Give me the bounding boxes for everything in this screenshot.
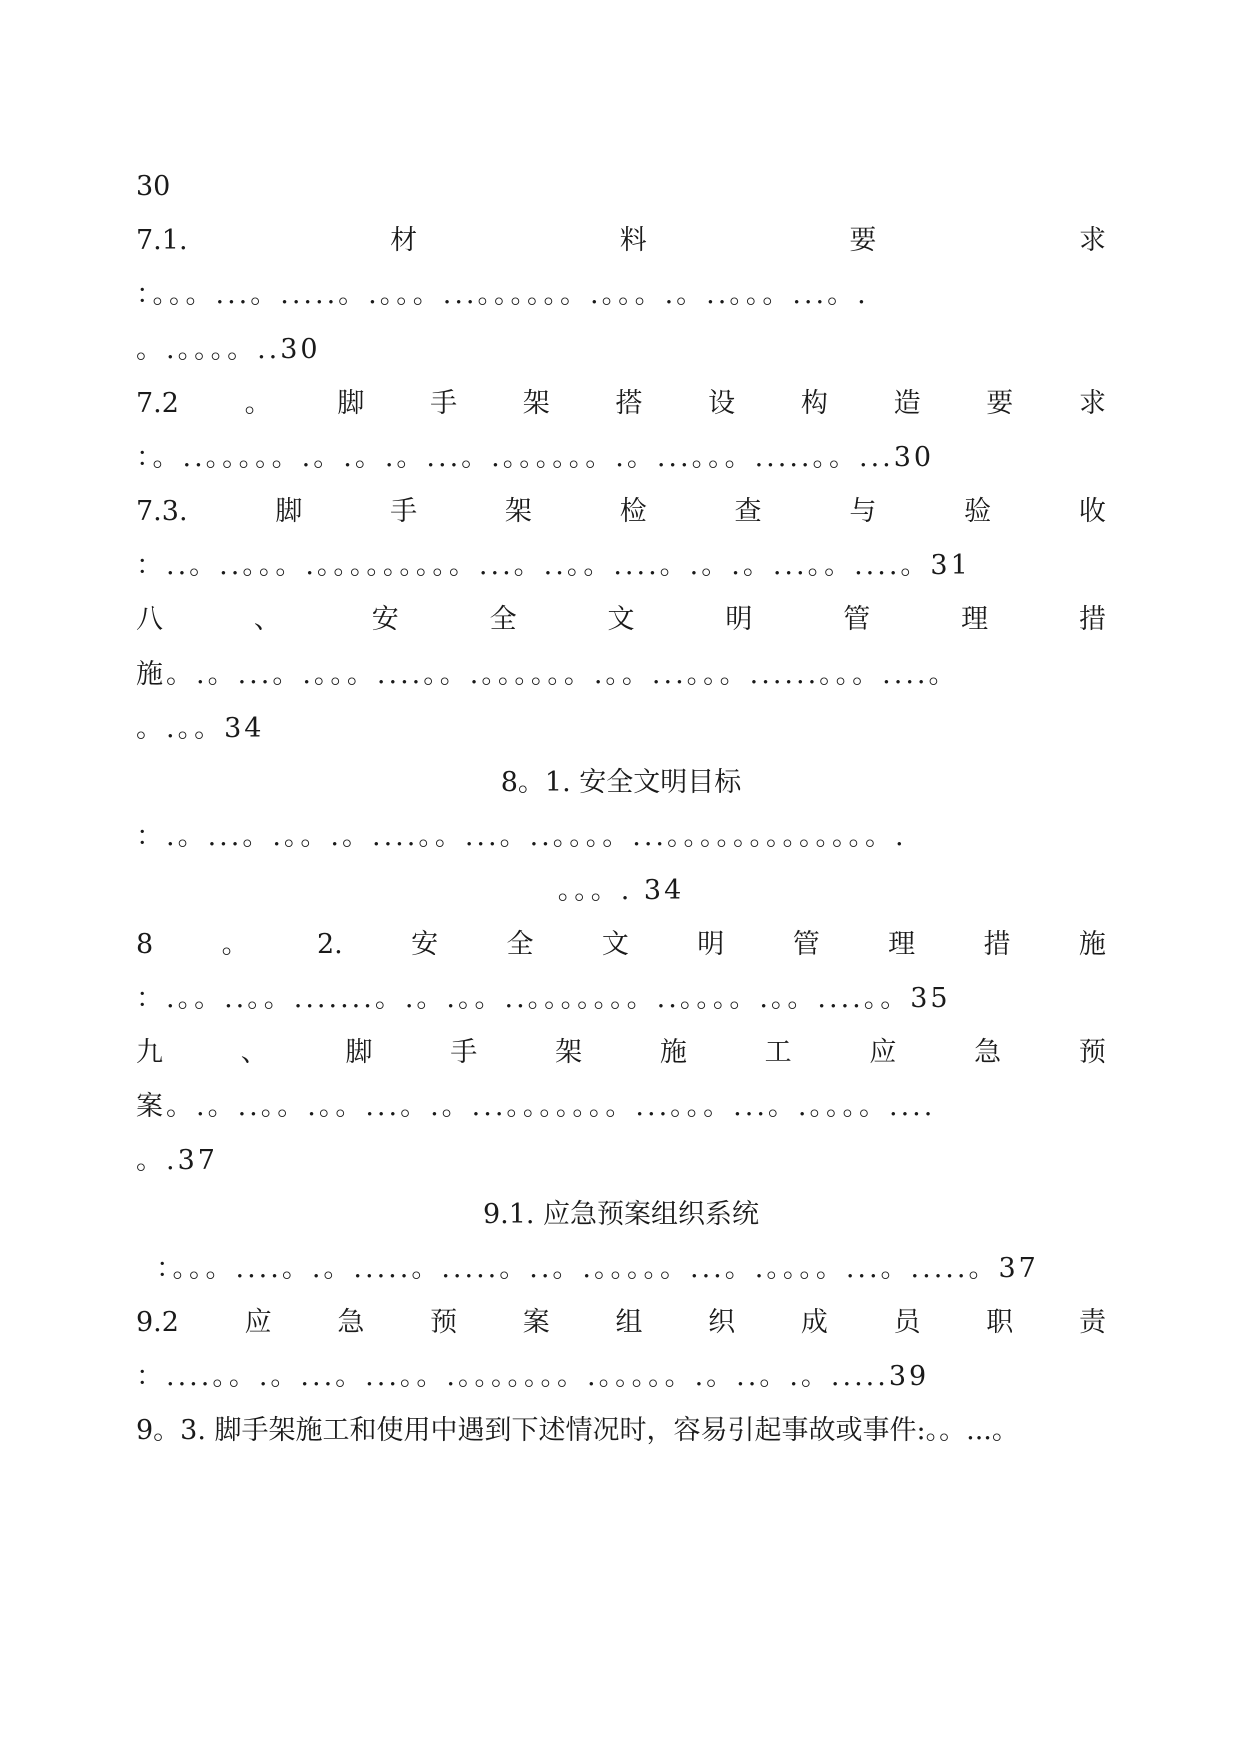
toc-text: 9.2 [136, 1307, 179, 1338]
toc-text: 检 [619, 496, 647, 527]
toc-text: 急 [974, 1037, 1002, 1068]
toc-text: 施 [1078, 929, 1106, 960]
toc-text: 手 [390, 496, 418, 527]
toc-leader-dots-page: 。.。。。。..30 [136, 334, 321, 365]
toc-text: 7.3. [136, 496, 188, 527]
toc-text: 8 [136, 929, 154, 960]
toc-text: 与 [849, 496, 877, 527]
toc-entry-9-1-title: 9.1. 应急预案组织系统 [482, 1199, 760, 1230]
toc-text: 要 [986, 388, 1014, 419]
toc-text: 施 [659, 1037, 687, 1068]
toc-text: 急 [337, 1307, 365, 1338]
toc-leader-dots-page: ：....。。.。...。...。。.。。。。。。。.。。。。。.。..。.。.....39 [136, 1361, 930, 1392]
toc-text: 构 [800, 388, 828, 419]
toc-entry-8-2-title [136, 925, 1106, 965]
toc-leader-dots-page: 。.37 [136, 1145, 218, 1176]
toc-entry-8-1-title: 8。1. 安全文明目标 [500, 767, 742, 798]
toc-text: 脚 [345, 1037, 373, 1068]
toc-text: 组 [615, 1307, 643, 1338]
toc-text: 架 [555, 1037, 583, 1068]
toc-text: 设 [708, 388, 736, 419]
toc-text: 员 [893, 1307, 921, 1338]
toc-leader-dots-page: ：..。..。。。.。。。。。。。。。...。..。。....。.。.。...。。....。31 [136, 550, 971, 581]
toc-entry-7-1-title [136, 221, 1106, 261]
toc-text: 应 [869, 1037, 897, 1068]
toc-text: 措 [983, 929, 1011, 960]
toc-leader-dots: ：.。...。.。。.。....。。...。..。。。。...。。。。。。。。。。。。。. [136, 821, 907, 852]
toc-text: 料 [619, 225, 647, 256]
toc-text: 文 [601, 929, 629, 960]
toc-entry-8-title [136, 600, 1106, 640]
toc-text: 八 [136, 604, 163, 635]
toc-text: 理 [888, 929, 916, 960]
toc-text: 搭 [615, 388, 643, 419]
toc-text: 职 [986, 1307, 1014, 1338]
toc-text: 手 [450, 1037, 478, 1068]
toc-text: 理 [961, 604, 989, 635]
toc-page-number: 30 [136, 171, 171, 202]
toc-text: 求 [1078, 388, 1106, 419]
toc-text: 7.1. [136, 225, 188, 256]
toc-text: 、 [253, 604, 281, 635]
toc-text: 查 [734, 496, 762, 527]
toc-text: 手 [430, 388, 458, 419]
toc-text: 。 [244, 388, 272, 419]
toc-leader-dots-page: ：。..。。。。。.。.。.。...。.。。。。。。.。...。。。.....。。...30 [136, 442, 935, 473]
toc-text: 架 [522, 388, 550, 419]
toc-text: 收 [1078, 496, 1106, 527]
toc-text: 成 [800, 1307, 828, 1338]
toc-text: 、 [240, 1037, 268, 1068]
toc-text: 工 [764, 1037, 792, 1068]
toc-text: 全 [489, 604, 517, 635]
toc-entry-7-3-title [136, 492, 1106, 532]
toc-entry-7-2-title [136, 384, 1106, 424]
toc-text: 脚 [275, 496, 303, 527]
toc-leader-dots: 施。.。...。.。。。....。。.。。。。。。.。。...。。。......。。。....。 [136, 659, 959, 690]
toc-leader-dots: ：。。。...。.....。.。。。...。。。。。。.。。。.。..。。。...。. [136, 279, 869, 310]
toc-text: 安 [411, 929, 439, 960]
toc-entry-9-2-title [136, 1303, 1106, 1343]
toc-text: 责 [1078, 1307, 1106, 1338]
toc-text: 求 [1078, 225, 1106, 256]
toc-text: 验 [964, 496, 992, 527]
toc-text: 脚 [337, 388, 365, 419]
toc-text: 措 [1079, 604, 1106, 635]
toc-text: 明 [725, 604, 753, 635]
toc-text: 全 [506, 929, 534, 960]
toc-text: 文 [607, 604, 635, 635]
toc-text: 7.2 [136, 388, 179, 419]
toc-text: 应 [244, 1307, 272, 1338]
toc-leader-dots-page: ：。。。....。.。.....。.....。..。.。。。。。...。.。。。。...。.....。37 [156, 1253, 1039, 1284]
toc-text: 预 [430, 1307, 458, 1338]
toc-text: 。 [221, 929, 249, 960]
toc-text: 管 [843, 604, 871, 635]
toc-text: 案 [522, 1307, 550, 1338]
toc-text: 安 [371, 604, 399, 635]
toc-leader-dots-page: 。。。. 34 [557, 875, 685, 906]
toc-text: 九 [136, 1037, 163, 1068]
toc-text: 织 [708, 1307, 736, 1338]
toc-leader-dots: 案。.。..。。.。。...。.。...。。。。。。。...。。。...。.。。。。.... [136, 1091, 936, 1122]
toc-entry-9-title [136, 1033, 1106, 1073]
toc-text: 2. [316, 929, 343, 960]
toc-text: 造 [893, 388, 921, 419]
toc-text: 管 [792, 929, 820, 960]
toc-leader-dots-page: ：.。。..。。.......。.。.。。..。。。。。。。..。。。。.。。....。。35 [136, 983, 951, 1014]
toc-text: 预 [1078, 1037, 1106, 1068]
toc-leader-dots-page: 。.。。34 [136, 713, 265, 744]
toc-entry-9-3-title: 9。3. 脚手架施工和使用中遇到下述情况时，容易引起事故或事件:。。...。 [136, 1415, 1019, 1446]
toc-text: 要 [849, 225, 877, 256]
toc-text: 材 [390, 225, 418, 256]
toc-text: 架 [504, 496, 532, 527]
toc-text: 明 [697, 929, 725, 960]
